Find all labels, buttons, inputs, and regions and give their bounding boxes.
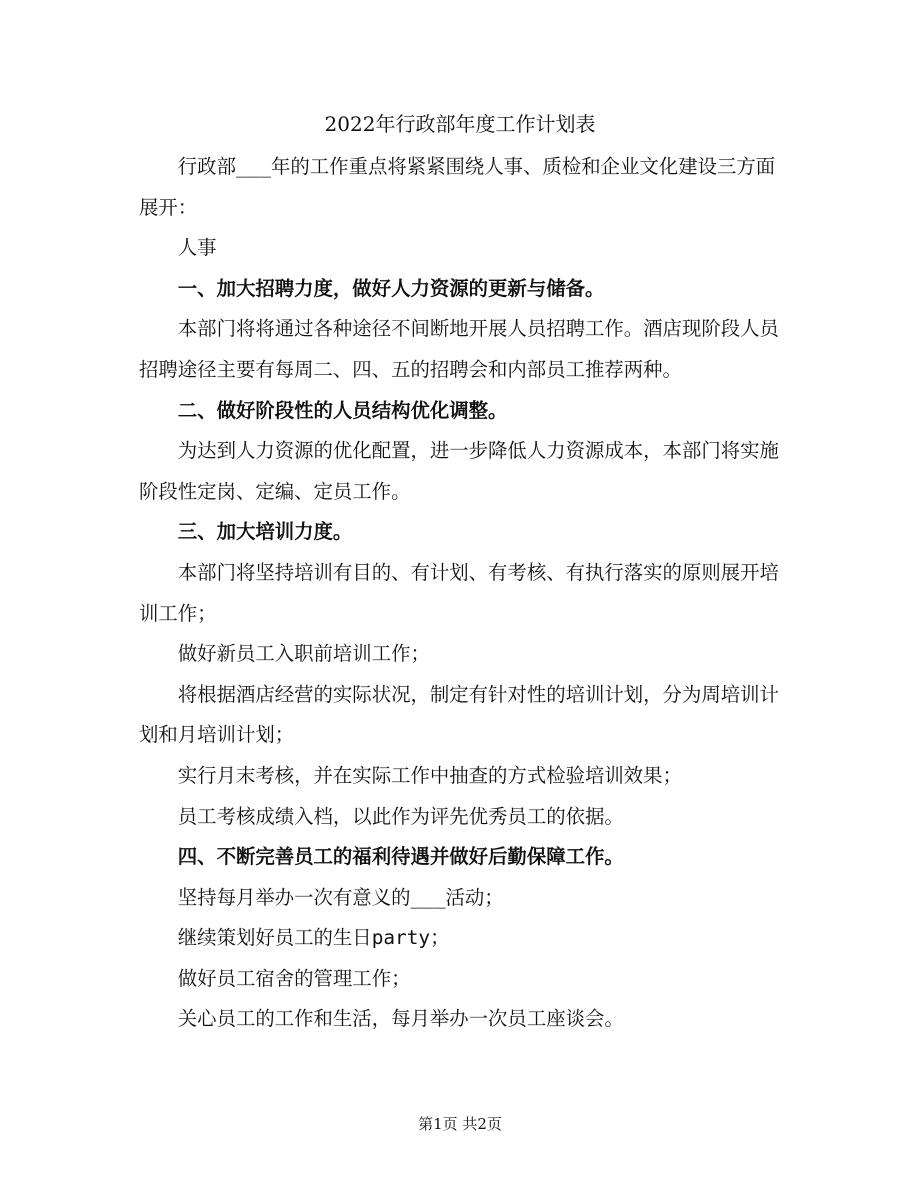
paragraph: 做好新员工入职前培训工作； <box>177 642 430 666</box>
page-number-footer: 第1页 共2页 <box>418 1115 502 1133</box>
paragraph: 本部门将坚持培训有目的、有计划、有考核、有执行落实的原则展开培训工作； <box>139 560 779 625</box>
paragraph: 坚持每月举办一次有意义的___活动； <box>177 885 504 909</box>
paragraph: 员工考核成绩入档，以此作为评先优秀员工的依据。 <box>177 804 624 828</box>
section-heading: 二、做好阶段性的人员结构优化调整。 <box>177 398 508 422</box>
document-body <box>139 147 789 1040</box>
document-title: 2022年行政部年度工作计划表 <box>324 112 596 136</box>
paragraph: 做好员工宿舍的管理工作； <box>177 966 411 990</box>
paragraph: 人事 <box>177 236 217 260</box>
paragraph: 行政部___年的工作重点将紧紧围绕人事、质检和企业文化建设三方面展开： <box>139 155 776 219</box>
paragraph: 实行月末考核，并在实际工作中抽查的方式检验培训效果； <box>177 763 682 787</box>
section-heading: 一、加大招聘力度，做好人力资源的更新与储备。 <box>177 276 605 300</box>
paragraph: 本部门将将通过各种途径不间断地开展人员招聘工作。酒店现阶段人员招聘途径主要有每周二、四、五的招聘会和内部员工推荐两种。 <box>139 317 779 381</box>
paragraph: 继续策划好员工的生日party； <box>177 926 450 950</box>
paragraph: 为达到人力资源的优化配置，进一步降低人力资源成本，本部门将实施阶段性定岗、定编、定员工作。 <box>139 439 779 503</box>
section-heading: 三、加大培训力度。 <box>177 520 353 544</box>
paragraph: 关心员工的工作和生活，每月举办一次员工座谈会。 <box>177 1007 624 1031</box>
paragraph: 将根据酒店经营的实际状况，制定有针对性的培训计划，分为周培训计划和月培训计划； <box>139 682 779 747</box>
section-heading: 四、不断完善员工的福利待遇并做好后勤保障工作。 <box>177 845 624 869</box>
